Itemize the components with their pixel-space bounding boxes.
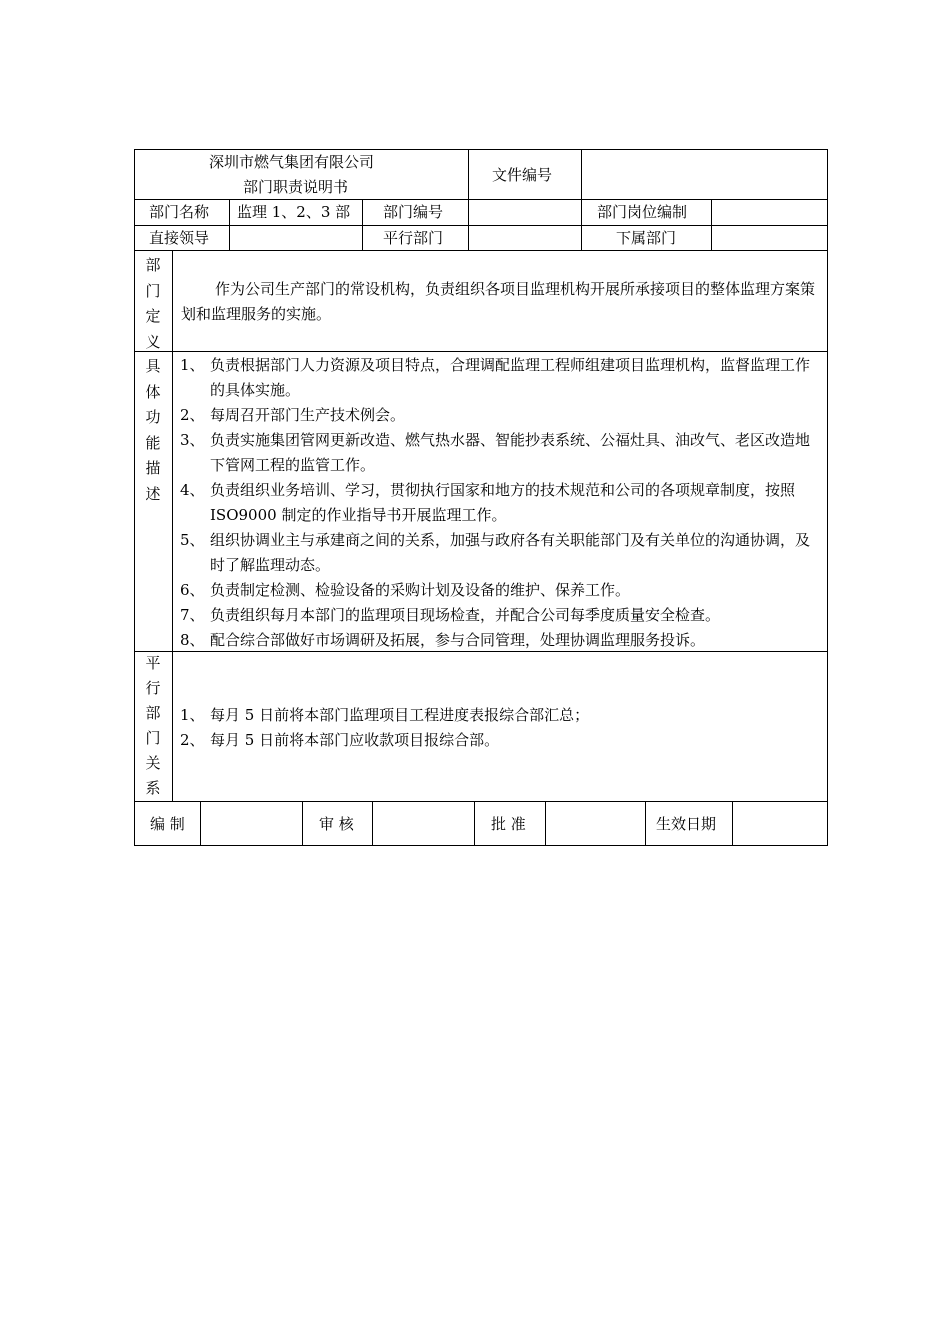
staffing-label: 部门岗位编制 xyxy=(597,203,688,221)
function-item-number: 5、 xyxy=(180,531,205,549)
row-line xyxy=(134,351,828,352)
function-item-number: 8、 xyxy=(180,631,205,649)
function-item xyxy=(180,603,822,628)
table-border-top xyxy=(134,149,828,150)
prepared-by-label: 编 制 xyxy=(150,815,185,833)
relation-item-text: 每月 5 日前将本部门监理项目工程进度表报综合部汇总； xyxy=(210,706,590,724)
table-border-right xyxy=(827,149,828,846)
col-line xyxy=(372,801,373,846)
parallel-relations-label: 平行部门关系 xyxy=(145,654,161,797)
function-item xyxy=(180,528,822,578)
file-number-label: 文件编号 xyxy=(492,166,553,184)
col-line xyxy=(172,250,173,802)
function-item-text: 负责实施集团管网更新改造、燃气热水器、智能抄表系统、公福灶具、油改气、老区改造地下管网工程的监管工作。 xyxy=(210,431,811,474)
table-border-left xyxy=(134,149,135,846)
function-item-number: 2、 xyxy=(180,406,205,424)
col-line xyxy=(711,199,712,251)
function-item xyxy=(180,403,822,428)
direct-leader-label: 直接领导 xyxy=(149,229,210,247)
function-item xyxy=(180,353,822,403)
col-line xyxy=(229,199,230,251)
col-line xyxy=(362,199,363,251)
company-name: 深圳市燃气集团有限公司 xyxy=(209,153,375,171)
effective-date-label: 生效日期 xyxy=(656,815,717,833)
row-line xyxy=(134,250,828,251)
function-item xyxy=(180,428,822,478)
relation-item xyxy=(180,703,822,728)
definition-text: 作为公司生产部门的常设机构，负责组织各项目监理机构开展所承接项目的整体监理方案策划和监理服务的实施。 xyxy=(181,280,816,323)
table-border-bottom xyxy=(134,845,828,846)
approved-by-label: 批 准 xyxy=(491,815,526,833)
col-line xyxy=(645,801,646,846)
dept-number-label: 部门编号 xyxy=(383,203,444,221)
function-item-text: 每周召开部门生产技术例会。 xyxy=(210,406,406,424)
function-item xyxy=(180,578,822,603)
row-line xyxy=(134,801,828,802)
function-item-text: 负责制定检测、检验设备的采购计划及设备的维护、保养工作。 xyxy=(210,581,631,599)
function-item-number: 3、 xyxy=(180,431,205,449)
function-item-text: 组织协调业主与承建商之间的关系，加强与政府各有关职能部门及有关单位的沟通协调，及时了解监理动态。 xyxy=(210,531,811,574)
document-title: 部门职责说明书 xyxy=(243,178,349,196)
col-line xyxy=(581,199,582,251)
function-item-number: 7、 xyxy=(180,606,205,624)
relation-item-number: 2、 xyxy=(180,731,205,749)
row-line xyxy=(134,225,828,226)
function-item xyxy=(180,478,822,528)
relation-item xyxy=(180,728,822,753)
function-item-number: 1、 xyxy=(180,356,205,374)
dept-name-label: 部门名称 xyxy=(149,203,210,221)
col-line xyxy=(200,801,201,846)
function-item-text: 负责组织业务培训、学习，贯彻执行国家和地方的技术规范和公司的各项规章制度，按照 ISO9000 制定的作业指导书开展监理工作。 xyxy=(210,481,796,524)
definition-section-label: 部门定义 xyxy=(145,256,161,351)
row-line xyxy=(134,199,828,200)
function-item-text: 负责组织每月本部门的监理项目现场检查，并配合公司每季度质量安全检查。 xyxy=(210,606,721,624)
col-line xyxy=(468,199,469,251)
functions-section-label: 具体功能描述 xyxy=(145,357,161,503)
col-line xyxy=(581,149,582,200)
relation-item-number: 1、 xyxy=(180,706,205,724)
col-line xyxy=(474,801,475,846)
col-line xyxy=(468,149,469,200)
function-item-text: 配合综合部做好市场调研及拓展，参与合同管理，处理协调监理服务投诉。 xyxy=(210,631,706,649)
function-item xyxy=(180,628,822,653)
col-line xyxy=(302,801,303,846)
parallel-dept-label: 平行部门 xyxy=(383,229,444,247)
relation-item-text: 每月 5 日前将本部门应收款项目报综合部。 xyxy=(210,731,500,749)
function-item-text: 负责根据部门人力资源及项目特点，合理调配监理工程师组建项目监理机构，监督监理工作的具体实施。 xyxy=(210,356,811,399)
function-item-number: 4、 xyxy=(180,481,205,499)
col-line xyxy=(732,801,733,846)
subordinate-dept-label: 下属部门 xyxy=(616,229,677,247)
col-line xyxy=(545,801,546,846)
dept-name-value: 监理 1、2、3 部 xyxy=(237,203,351,221)
function-item-number: 6、 xyxy=(180,581,205,599)
reviewed-by-label: 审 核 xyxy=(319,815,354,833)
